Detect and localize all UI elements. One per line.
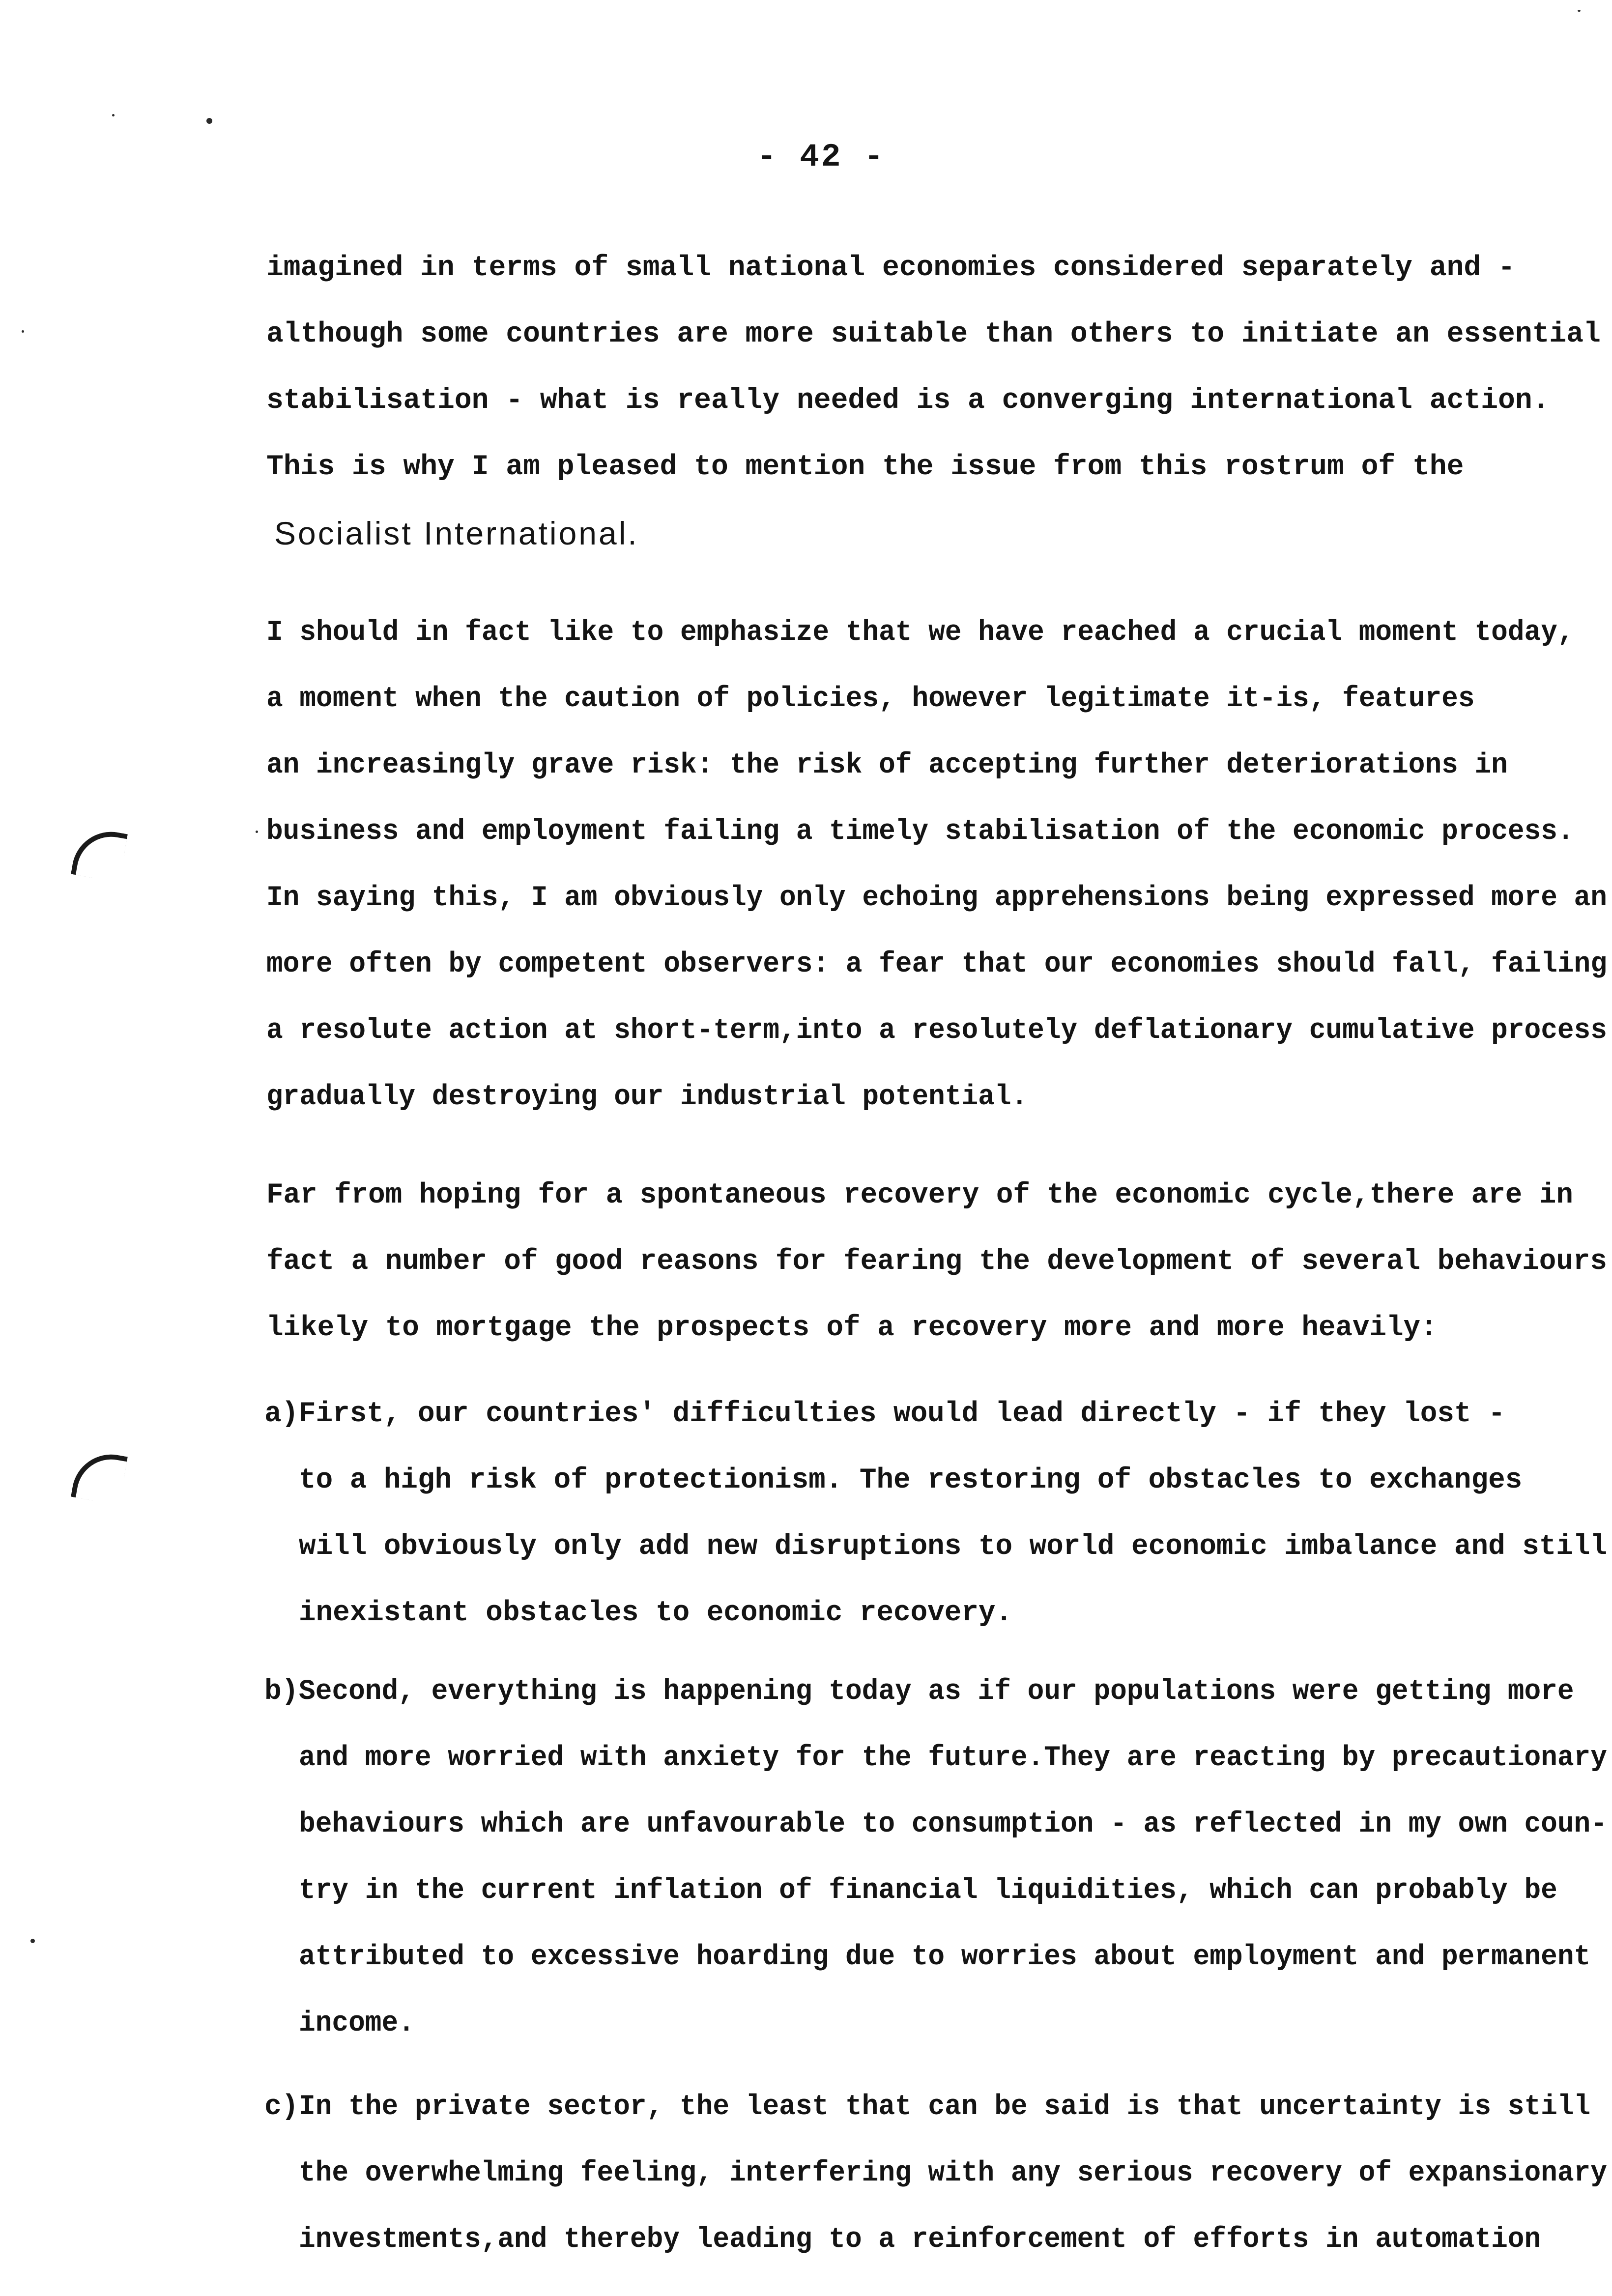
list-item-line: the overwhelming feeling, interfering with any serious recovery of expansionary [299,2157,1607,2189]
scan-speck [1578,10,1581,12]
paragraph-line: although some countries are more suitable than others to initiate an essential [266,318,1601,350]
list-item-line: Second, everything is happening today as if our populations were getting more [299,1676,1574,1708]
list-item-label: a) [264,1398,299,1430]
scan-speck [22,330,24,333]
paragraph-line: stabilisation - what is really needed is a converging international action. [266,385,1550,417]
list-item-line: will obviously only add new disruptions to world economic imbalance and still [299,1531,1608,1563]
list-item-label: b) [264,1676,299,1708]
paragraph-line: gradually destroying our industrial potential. [266,1081,1028,1113]
paragraph-line: In saying this, I am obviously only echoing apprehensions being expressed more an [266,882,1607,914]
paragraph-line: more often by competent observers: a fear that our economies should fall, failing [266,948,1607,980]
binder-hole-mark [71,1448,128,1505]
list-item-line: try in the current inflation of financial liquidities, which can probably be [299,1875,1557,1907]
list-item-line: and more worried with anxiety for the future.They are reacting by precautionary [299,1742,1607,1774]
list-item-line: In the private sector, the least that can be said is that uncertainty is still [299,2091,1591,2123]
scan-speck [112,114,115,116]
list-item-line: behaviours which are unfavourable to consumption - as reflected in my own coun- [299,1808,1607,1840]
scan-speck [206,118,212,124]
paragraph-line: Far from hoping for a spontaneous recovery of the economic cycle,there are in [266,1179,1573,1211]
paragraph-line: likely to mortgage the prospects of a recovery more and more heavily: [266,1312,1438,1344]
paragraph-line: business and employment failing a timely stabilisation of the economic process. [266,816,1574,848]
paragraph-line: an increasingly grave risk: the risk of accepting further deteriorations in [266,749,1508,781]
paragraph-line: Socialist International. [274,515,639,551]
paragraph-3 [266,1162,1612,1361]
list-item-line: to a high risk of protectionism. The restoring of obstacles to exchanges [299,1464,1523,1496]
paragraph-line: a resolute action at short-term,into a resolutely deflationary cumulative process [266,1015,1607,1047]
paragraph-line: I should in fact like to emphasize that we have reached a crucial moment today, [266,617,1574,649]
list-item-line: First, our countries' difficulties would lead directly - if they lost - [299,1398,1505,1430]
paragraph-1 [266,235,1601,567]
paragraph-line: imagined in terms of small national economies considered separately and - [266,252,1515,284]
paragraph-line: This is why I am pleased to mention the issue from this rostrum of the [266,451,1464,483]
list-item-line: inexistant obstacles to economic recovery. [299,1597,1013,1629]
scan-speck [256,831,258,833]
list-item-label: c) [264,2091,299,2123]
list-item-body [299,2074,1612,2273]
page-number: - 42 - [757,139,886,175]
binder-hole-mark [71,826,128,883]
paragraph-2 [266,600,1612,1130]
list-item-line: attributed to excessive hoarding due to worries about employment and permanent [299,1941,1591,1973]
paragraph-line: a moment when the caution of policies, however legitimate it-is, features [266,683,1475,715]
list-item-body [299,1659,1612,2057]
scan-speck [30,1939,35,1943]
list-item-line: investments,and thereby leading to a reinforcement of efforts in automation [299,2224,1541,2256]
list-item-line: income. [299,2008,415,2039]
list-item-body [299,1381,1612,1646]
paragraph-line: fact a number of good reasons for fearing the development of several behaviours [266,1246,1607,1278]
